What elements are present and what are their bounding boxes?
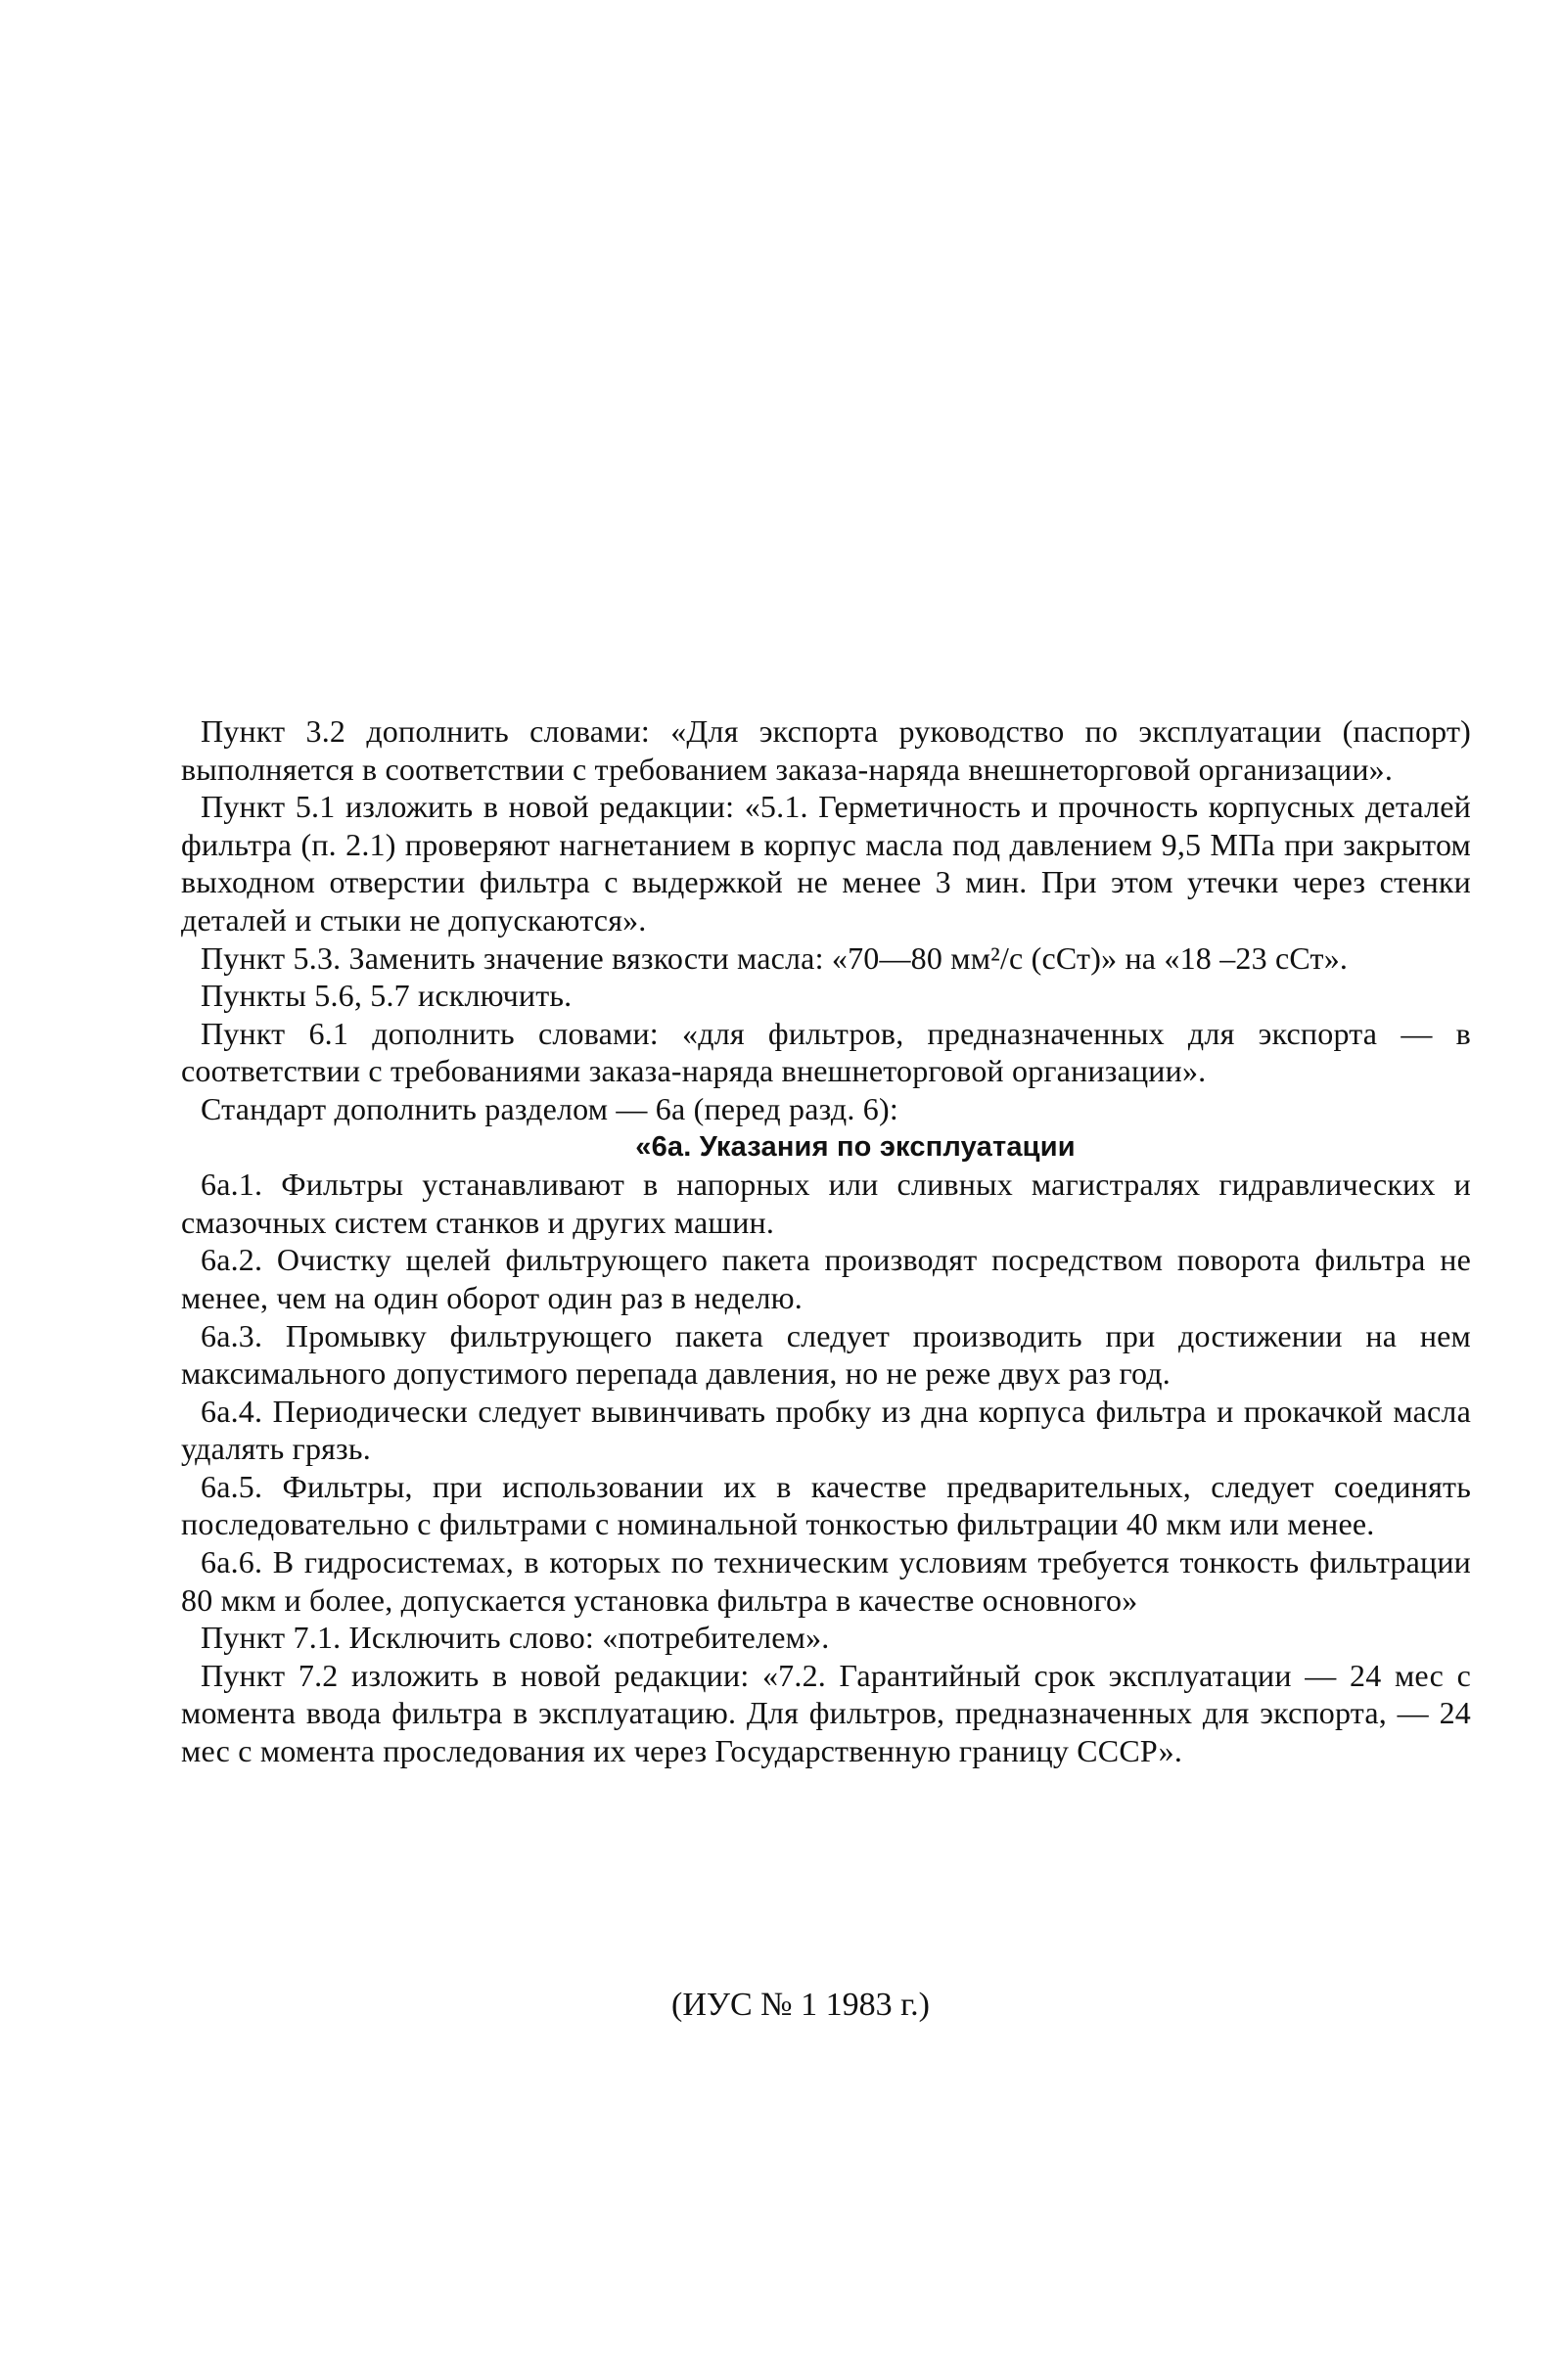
paragraph-6a-6: 6а.6. В гидросистемах, в которых по техническим условиям требуется тонкость фильтрации 80 мкм и более, допускается установка фильтра в качестве основного» (181, 1544, 1471, 1618)
paragraph-7-2: Пункт 7.2 изложить в новой редакции: «7.2. Гарантийный срок эксплуатации — 24 мес с момента ввода фильтра в эксплуатацию. Для фильтров, предназначенных для экспорта, — 24 мес с момента проследования их через Государственную границу СССР». (181, 1657, 1471, 1769)
source-reference: (ИУС № 1 1983 г.) (671, 1987, 930, 2023)
paragraph-7-1: Пункт 7.1. Исключить слово: «потребителем». (201, 1620, 830, 1656)
amendment-text (181, 712, 1471, 1770)
paragraph-6a-5: 6а.5. Фильтры, при использовании их в качестве предварительных, следует соединять последовательно с фильтрами с номинальной тонкостью фильтрации 40 мкм или менее. (181, 1468, 1471, 1542)
paragraph-5-3: Пункт 5.3. Заменить значение вязкости масла: «70—80 мм²/с (сСт)» на «18 –23 сСт». (201, 939, 1349, 976)
paragraph-3-2: Пункт 3.2 дополнить словами: «Для экспорта руководство по эксплуатации (паспорт) выполняется в соответствии с требованием заказа-наряда внешнеторговой организации». (181, 713, 1471, 787)
paragraph-6a-2: 6а.2. Очистку щелей фильтрующего пакета производят посредством поворота фильтра не менее, чем на один оборот один раз в неделю. (181, 1242, 1471, 1315)
paragraph-section-6a-intro: Стандарт дополнить разделом — 6а (перед разд. 6): (201, 1090, 898, 1126)
paragraph-6a-4: 6а.4. Периодически следует вывинчивать пробку из дна корпуса фильтра и прокачкой масла удалять грязь. (181, 1393, 1471, 1467)
paragraph-6a-3: 6а.3. Промывку фильтрующего пакета следует производить при достижении на нем максимального допустимого перепада давления, но не реже двух раз год. (181, 1317, 1471, 1392)
paragraph-6a-1: 6а.1. Фильтры устанавливают в напорных или сливных магистралях гидравлических и смазочных систем станков и других машин. (181, 1167, 1471, 1240)
paragraph-5-1: Пункт 5.1 изложить в новой редакции: «5.1. Герметичность и прочность корпусных деталей фильтра (п. 2.1) проверяют нагнетанием в корпус масла под давлением 9,5 МПа при закрытом выходном отверстии фильтра с выдержкой не менее 3 мин. При этом утечки через стенки деталей и стыки не допускаются». (181, 789, 1471, 938)
paragraph-5-6-5-7: Пункты 5.6, 5.7 исключить. (201, 978, 573, 1014)
section-6a-heading: «6а. Указания по эксплуатации (635, 1130, 1076, 1163)
paragraph-6-1: Пункт 6.1 дополнить словами: «для фильтров, предназначенных для экспорта — в соответствии с требованиями заказа-наряда внешнеторговой организации». (181, 1015, 1471, 1089)
